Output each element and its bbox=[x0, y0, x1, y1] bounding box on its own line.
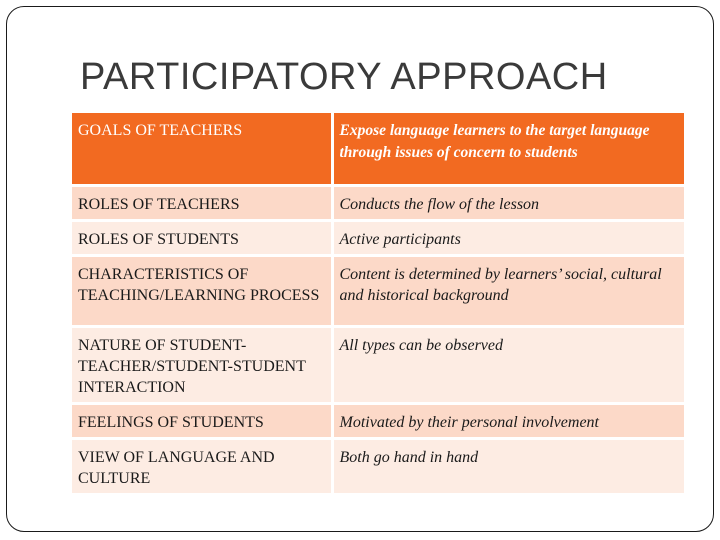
table-row-roles-of-teachers bbox=[72, 185, 684, 220]
approach-table bbox=[72, 113, 684, 496]
row-label: ROLES OF STUDENTS bbox=[72, 220, 332, 255]
row-value: Both go hand in hand bbox=[332, 438, 684, 494]
row-label: ROLES OF TEACHERS bbox=[72, 185, 332, 220]
row-value: Motivated by their personal involvement bbox=[332, 403, 684, 438]
row-label: VIEW OF LANGUAGE AND CULTURE bbox=[72, 438, 332, 494]
row-label: FEELINGS OF STUDENTS bbox=[72, 403, 332, 438]
row-label: NATURE OF STUDENT-TEACHER/STUDENT-STUDENT INTERACTION bbox=[72, 326, 332, 403]
row-value: All types can be observed bbox=[332, 326, 684, 403]
table-row-roles-of-students bbox=[72, 220, 684, 255]
row-label: CHARACTERISTICS OF TEACHING/LEARNING PROCESS bbox=[72, 255, 332, 326]
row-value: Expose language learners to the target language through issues of concern to students bbox=[332, 113, 684, 185]
table-row-goals-of-teachers bbox=[72, 113, 684, 185]
row-value: Content is determined by learners’ social, cultural and historical background bbox=[332, 255, 684, 326]
table-row-view-of-language bbox=[72, 438, 684, 494]
slide-title: PARTICIPATORY APPROACH bbox=[80, 56, 608, 98]
table-row-characteristics bbox=[72, 255, 684, 326]
row-value: Conducts the flow of the lesson bbox=[332, 185, 684, 220]
table-row-feelings-of-students bbox=[72, 403, 684, 438]
table-row-nature-of-interaction bbox=[72, 326, 684, 403]
row-value: Active participants bbox=[332, 220, 684, 255]
row-label: GOALS OF TEACHERS bbox=[72, 113, 332, 185]
